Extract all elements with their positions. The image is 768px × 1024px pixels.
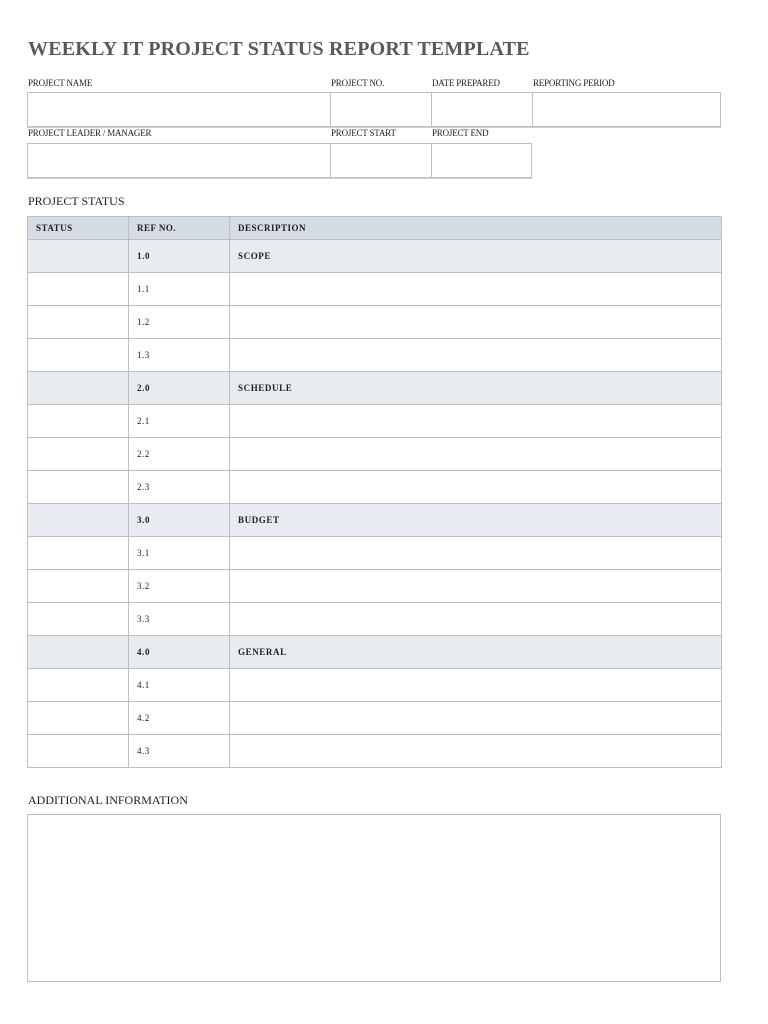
date-prepared-label: DATE PREPARED	[432, 78, 500, 88]
description-cell: SCHEDULE	[230, 372, 722, 405]
status-cell[interactable]	[28, 405, 129, 438]
reporting-period-field[interactable]	[532, 92, 721, 127]
status-cell[interactable]	[28, 735, 129, 768]
ref-no-cell: 3.2	[129, 570, 230, 603]
table-row	[28, 339, 722, 372]
table-row	[28, 405, 722, 438]
project-status-rows	[28, 240, 722, 768]
date-prepared-field[interactable]	[431, 92, 533, 127]
ref-no-cell: 2.3	[129, 471, 230, 504]
ref-no-cell: 4.2	[129, 702, 230, 735]
ref-no-cell: 4.3	[129, 735, 230, 768]
description-cell[interactable]	[230, 702, 722, 735]
status-cell[interactable]	[28, 603, 129, 636]
description-cell[interactable]	[230, 570, 722, 603]
ref-no-cell: 1.1	[129, 273, 230, 306]
document-title: WEEKLY IT PROJECT STATUS REPORT TEMPLATE	[28, 38, 530, 60]
ref-no-cell: 1.2	[129, 306, 230, 339]
status-cell[interactable]	[28, 471, 129, 504]
description-cell[interactable]	[230, 603, 722, 636]
ref-no-column-header: REF NO.	[129, 217, 230, 240]
ref-no-cell: 1.3	[129, 339, 230, 372]
project-no-label: PROJECT NO.	[331, 78, 385, 88]
table-group-row	[28, 504, 722, 537]
ref-no-cell: 4.1	[129, 669, 230, 702]
description-cell[interactable]	[230, 306, 722, 339]
status-cell[interactable]	[28, 339, 129, 372]
project-end-label: PROJECT END	[432, 128, 489, 138]
description-cell[interactable]	[230, 405, 722, 438]
ref-no-cell: 2.1	[129, 405, 230, 438]
project-name-field[interactable]	[27, 92, 331, 127]
table-row	[28, 471, 722, 504]
ref-no-cell: 3.3	[129, 603, 230, 636]
status-cell[interactable]	[28, 537, 129, 570]
table-row	[28, 570, 722, 603]
table-row	[28, 669, 722, 702]
table-row	[28, 603, 722, 636]
table-row	[28, 273, 722, 306]
table-header-row	[28, 217, 722, 240]
table-row	[28, 702, 722, 735]
status-cell[interactable]	[28, 636, 129, 669]
status-cell[interactable]	[28, 570, 129, 603]
description-cell[interactable]	[230, 735, 722, 768]
description-cell[interactable]	[230, 339, 722, 372]
additional-information-field[interactable]	[27, 814, 721, 982]
description-column-header: DESCRIPTION	[230, 217, 722, 240]
description-cell[interactable]	[230, 438, 722, 471]
reporting-period-label: REPORTING PERIOD	[533, 78, 615, 88]
ref-no-cell: 3.0	[129, 504, 230, 537]
table-row	[28, 438, 722, 471]
project-leader-label: PROJECT LEADER / MANAGER	[28, 128, 152, 138]
description-cell[interactable]	[230, 471, 722, 504]
project-no-field[interactable]	[330, 92, 432, 127]
status-cell[interactable]	[28, 306, 129, 339]
table-row	[28, 735, 722, 768]
status-cell[interactable]	[28, 438, 129, 471]
ref-no-cell: 1.0	[129, 240, 230, 273]
description-cell[interactable]	[230, 669, 722, 702]
ref-no-cell: 2.2	[129, 438, 230, 471]
ref-no-cell: 3.1	[129, 537, 230, 570]
table-row	[28, 306, 722, 339]
status-cell[interactable]	[28, 504, 129, 537]
status-cell[interactable]	[28, 669, 129, 702]
project-status-table	[27, 216, 722, 768]
status-column-header: STATUS	[28, 217, 129, 240]
table-group-row	[28, 636, 722, 669]
status-cell[interactable]	[28, 240, 129, 273]
description-cell: BUDGET	[230, 504, 722, 537]
project-start-field[interactable]	[330, 143, 432, 178]
description-cell: SCOPE	[230, 240, 722, 273]
ref-no-cell: 4.0	[129, 636, 230, 669]
description-cell[interactable]	[230, 273, 722, 306]
project-name-label: PROJECT NAME	[28, 78, 93, 88]
status-cell[interactable]	[28, 273, 129, 306]
project-start-label: PROJECT START	[331, 128, 396, 138]
table-row	[28, 537, 722, 570]
additional-information-heading: ADDITIONAL INFORMATION	[28, 793, 188, 807]
status-cell[interactable]	[28, 372, 129, 405]
project-status-heading: PROJECT STATUS	[28, 194, 125, 208]
table-group-row	[28, 372, 722, 405]
description-cell: GENERAL	[230, 636, 722, 669]
table-group-row	[28, 240, 722, 273]
description-cell[interactable]	[230, 537, 722, 570]
ref-no-cell: 2.0	[129, 372, 230, 405]
project-leader-field[interactable]	[27, 143, 331, 178]
project-end-field[interactable]	[431, 143, 532, 178]
status-cell[interactable]	[28, 702, 129, 735]
